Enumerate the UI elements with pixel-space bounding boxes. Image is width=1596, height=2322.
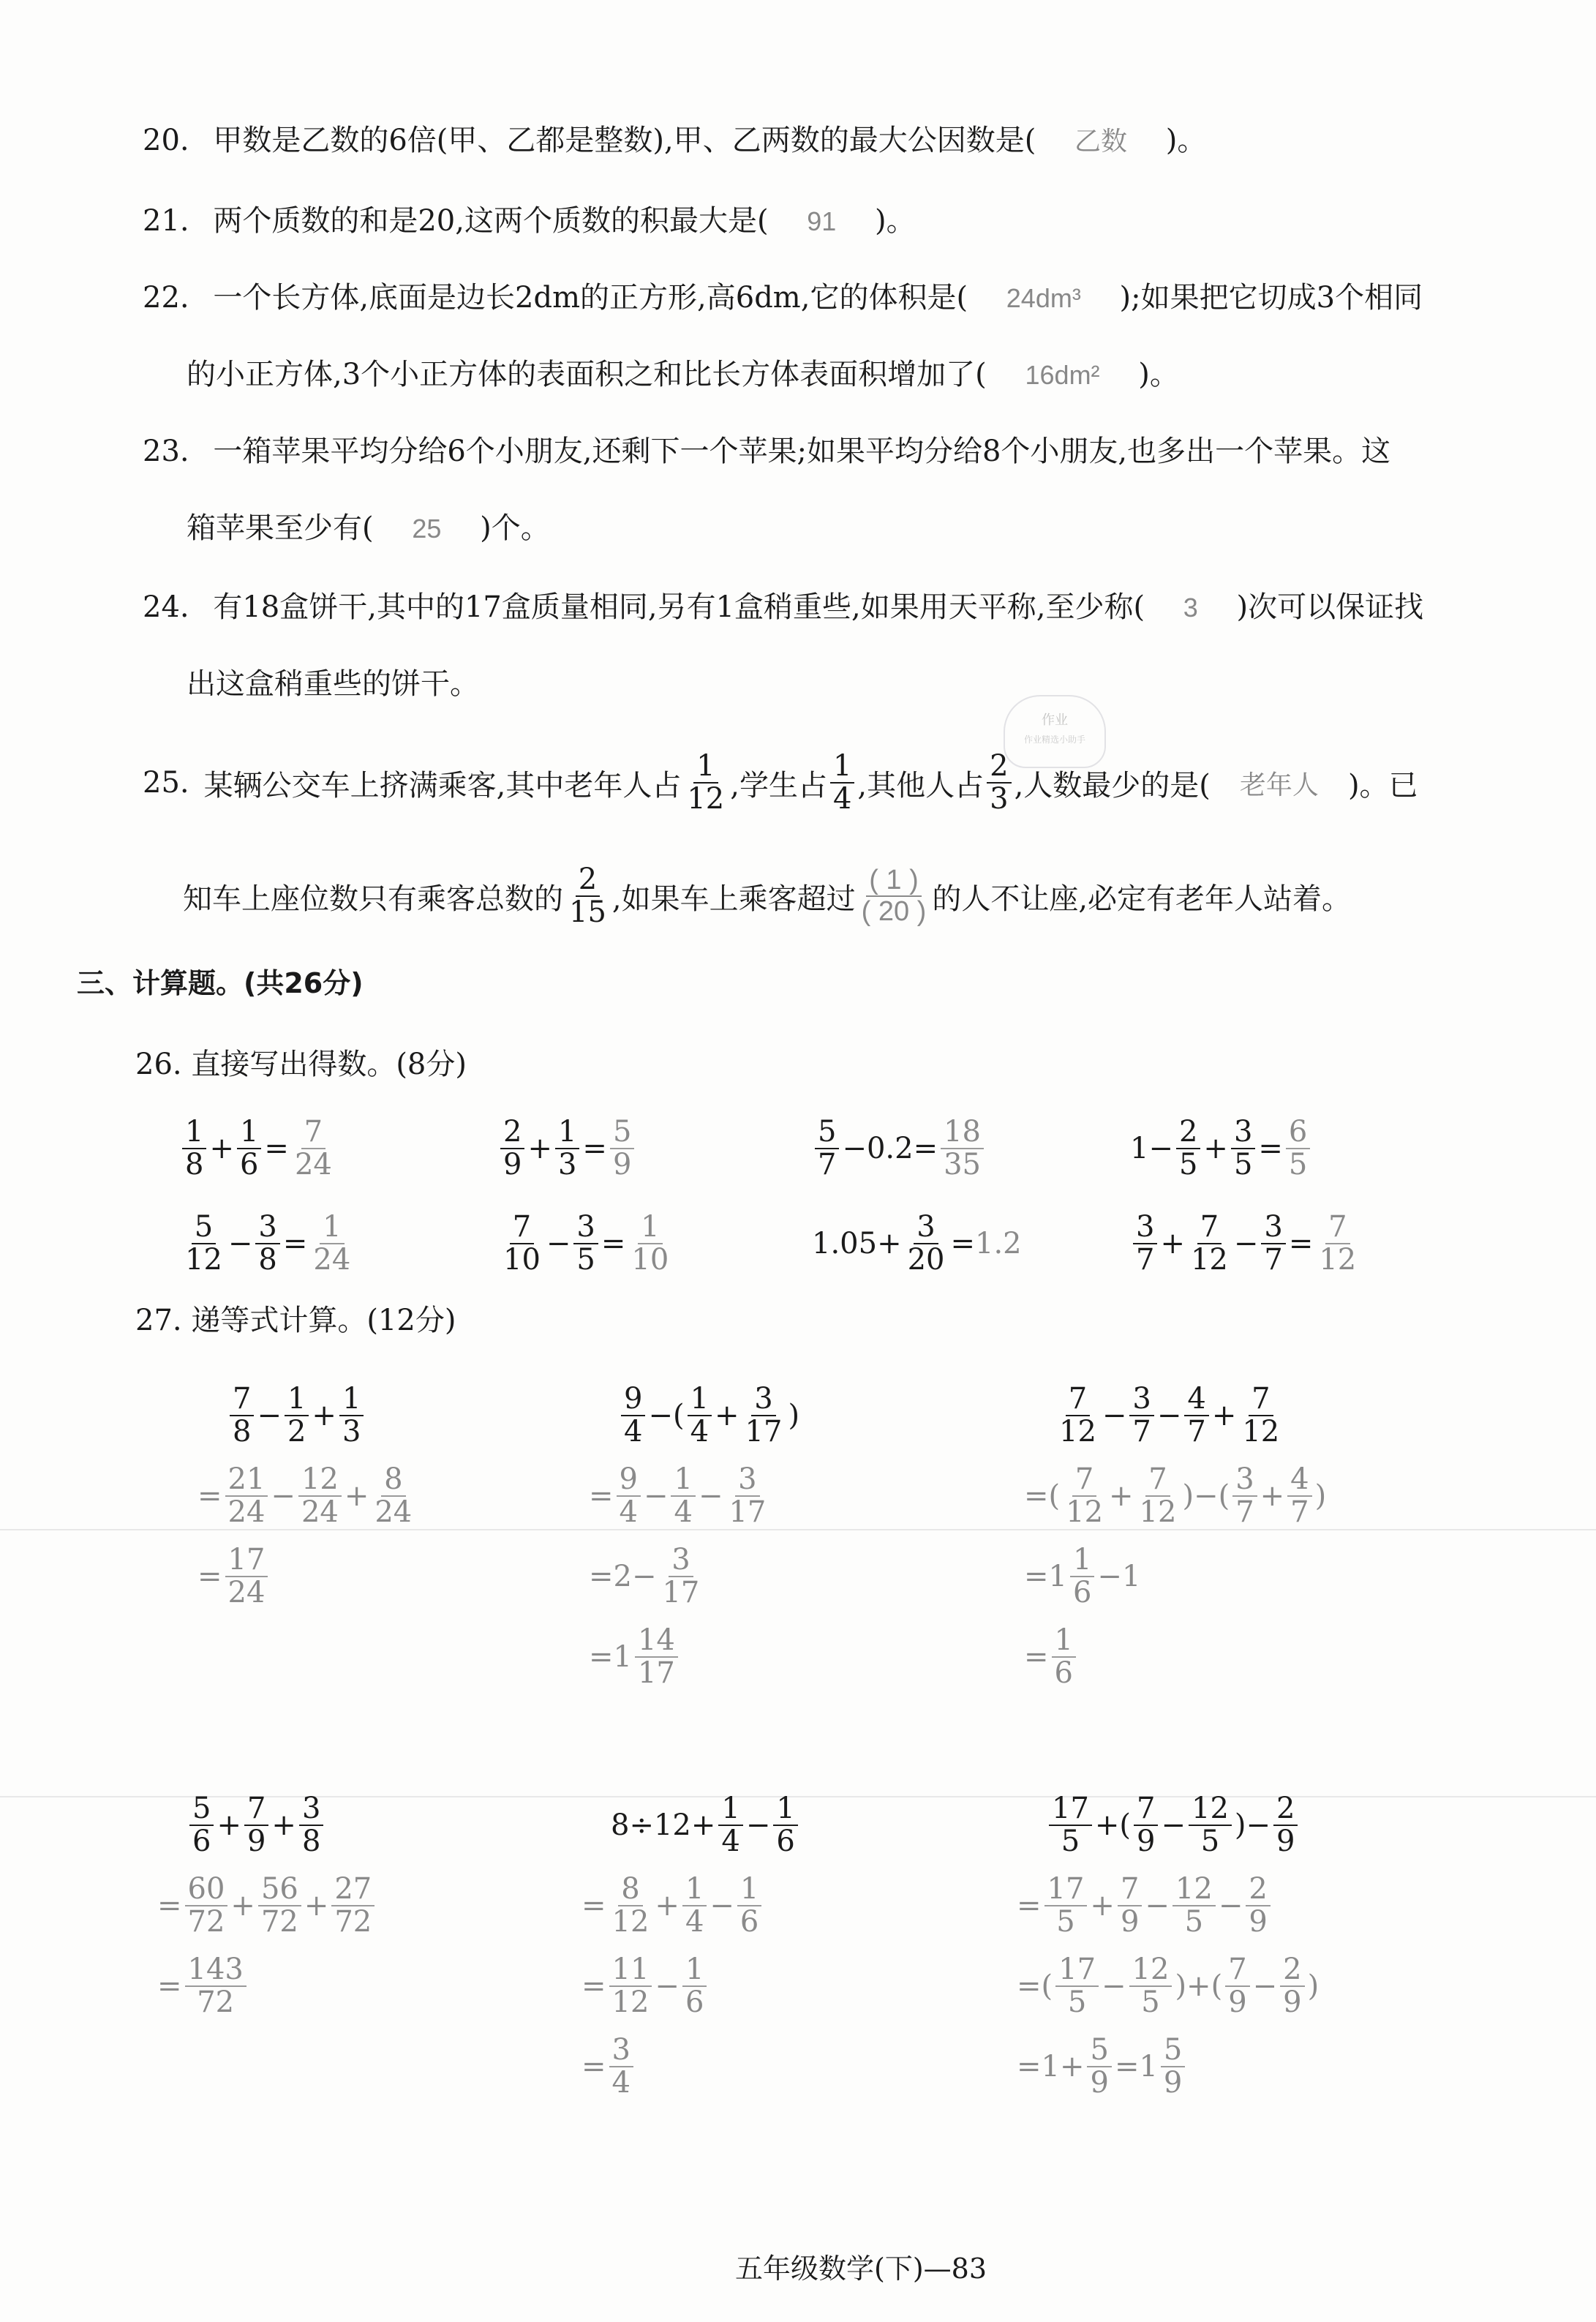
math-text: = xyxy=(582,1132,607,1165)
fraction: $\frac{18}{35}$ xyxy=(941,1116,984,1181)
math-text: − xyxy=(1218,1889,1243,1923)
fraction: $\frac{1}{4}$ xyxy=(682,1874,707,1938)
math-text: + xyxy=(1211,1399,1237,1432)
fraction: $\frac{1}{4}$ xyxy=(718,1793,742,1857)
q23-number: 23. xyxy=(143,435,189,468)
math-text: =1 xyxy=(1114,2050,1158,2084)
math-text: = xyxy=(157,1889,182,1923)
math-text: − xyxy=(1252,1969,1278,2003)
q27-title: 27. 递等式计算。(12分) xyxy=(135,1304,456,1337)
q25-text1: 某辆公交车上挤满乘客,其中老年人占 xyxy=(203,768,682,803)
q27-problem xyxy=(197,1375,418,1617)
q20-text-end: )。 xyxy=(1165,124,1207,157)
math-text: )+( xyxy=(1175,1969,1223,2003)
fraction: $\frac{56}{72}$ xyxy=(258,1874,301,1938)
fraction: $\frac{143}{72}$ xyxy=(185,1954,246,2018)
math-text: +( xyxy=(1094,1808,1132,1842)
q27-problem xyxy=(157,1785,377,2026)
fraction: $\frac{7}{12}$ xyxy=(1242,1381,1280,1449)
fraction: 7 12 xyxy=(1059,1381,1096,1449)
fraction: 7 9 xyxy=(1225,1954,1249,2018)
math-text: − xyxy=(271,1479,296,1513)
math-text: + xyxy=(1090,1889,1115,1923)
fraction-seats: 2 15 xyxy=(569,862,606,929)
math-text: + xyxy=(344,1479,369,1513)
fraction: 3 7 xyxy=(1232,1464,1257,1528)
math-text: + xyxy=(217,1808,241,1842)
q27-line xyxy=(1046,1785,1319,1866)
question-21 xyxy=(143,206,916,236)
math-text: )−( xyxy=(1182,1479,1230,1513)
q26-item xyxy=(497,1108,637,1189)
q25-answer-fraction[interactable]: ( 1 ) ( 20 ) xyxy=(861,864,927,927)
math-text: = xyxy=(950,1227,975,1260)
math-text: = xyxy=(581,1969,606,2003)
q26-item xyxy=(812,1203,1022,1284)
math-text: 1.05+ xyxy=(812,1227,902,1260)
q20-text: 甲数是乙数的6倍(甲、乙都是整数),甲、乙两数的最大公因数是( xyxy=(213,124,1036,157)
question-23 xyxy=(143,437,1390,466)
fraction: 5 12 xyxy=(185,1209,222,1277)
q25-answer-elderly[interactable]: 老年人 xyxy=(1239,769,1319,800)
fraction: $\frac{5}{9}$ xyxy=(1087,2034,1111,2099)
math-text: + xyxy=(1203,1132,1228,1165)
math-text: =2− xyxy=(589,1560,657,1593)
math-text: − xyxy=(655,1969,680,2003)
fraction: $\frac{11}{12}$ xyxy=(609,1954,652,2018)
fraction: $\frac{12}{5}$ xyxy=(1129,1954,1172,2018)
q21-answer[interactable]: 91 xyxy=(807,206,837,236)
question-24 xyxy=(143,590,1424,624)
fraction-students: 1 4 xyxy=(830,751,854,815)
math-text: =( xyxy=(1017,1969,1053,2003)
q27-line[interactable] xyxy=(581,2026,801,2107)
q26-answer[interactable] xyxy=(938,1116,987,1181)
q23-text: 一箱苹果平均分给6个小朋友,还剩下一个苹果;如果平均分给8个小朋友,也多出一个苹果。这 xyxy=(213,435,1391,468)
q26-answer[interactable] xyxy=(1313,1211,1362,1276)
q22-text-c: 的小正方体,3个小正方体的表面积之和比长方体表面积增加了( xyxy=(187,358,987,391)
q27-line[interactable] xyxy=(1017,1946,1319,2026)
q27-problem xyxy=(1024,1375,1327,1697)
q23-answer[interactable]: 25 xyxy=(412,514,442,544)
fraction: $\frac{1}{6}$ xyxy=(682,1954,707,2018)
math-text: − xyxy=(546,1227,571,1260)
math-text: )− xyxy=(1234,1808,1271,1842)
q26-answer[interactable] xyxy=(1283,1116,1313,1181)
q26-answer[interactable]: 1.2 xyxy=(975,1227,1022,1260)
q26-item xyxy=(1130,1108,1313,1189)
math-text: = xyxy=(581,1889,606,1923)
math-text: + xyxy=(230,1889,255,1923)
fraction: $\frac{27}{72}$ xyxy=(331,1874,374,1938)
q27-problem xyxy=(581,1785,801,2107)
fraction: $\frac{2}{9}$ xyxy=(1280,1954,1304,2018)
q20-answer[interactable]: 乙数 xyxy=(1074,126,1128,156)
q26-item xyxy=(497,1203,674,1284)
fraction: $\frac{1}{6}$ xyxy=(737,1874,761,1938)
fraction: 7 12 xyxy=(1066,1462,1104,1529)
math-text: = xyxy=(197,1560,222,1593)
fraction: $\frac{3}{8}$ xyxy=(255,1211,279,1276)
math-text: 1− xyxy=(1130,1132,1173,1165)
fraction: $\frac{3}{5}$ xyxy=(573,1211,598,1276)
fraction: $\frac{1}{6}$ xyxy=(773,1793,797,1857)
fraction: $\frac{9}{4}$ xyxy=(617,1464,641,1528)
q26-answer[interactable] xyxy=(625,1211,674,1276)
fraction: $\frac{3}{4}$ xyxy=(609,2034,633,2099)
fraction: 1 8 xyxy=(182,1116,206,1181)
math-text: − xyxy=(698,1479,723,1513)
fraction: $\frac{7}{24}$ xyxy=(294,1114,332,1181)
fraction: 5 7 xyxy=(815,1116,839,1181)
math-text: =( xyxy=(1024,1479,1061,1513)
q27-line[interactable] xyxy=(157,1866,377,1946)
math-text: −0.2= xyxy=(842,1132,938,1165)
math-text: = xyxy=(1258,1132,1283,1165)
q25-text6: 知车上座位数只有乘客总数的 xyxy=(183,882,563,916)
fraction: $\frac{2}{5}$ xyxy=(1176,1116,1200,1181)
q21-text-end: )。 xyxy=(875,204,916,238)
q26-item xyxy=(812,1108,987,1189)
fraction: $\frac{3}{8}$ xyxy=(299,1793,323,1857)
math-text: + xyxy=(209,1132,234,1165)
question-22-line2 xyxy=(187,360,1179,389)
math-text: + xyxy=(1260,1479,1285,1513)
q27-line[interactable] xyxy=(197,1536,418,1617)
q27-line[interactable] xyxy=(1024,1456,1326,1536)
fraction-others: 2 3 xyxy=(987,751,1011,815)
fraction: $\frac{1}{4}$ xyxy=(671,1464,695,1528)
math-text: − xyxy=(1161,1808,1186,1842)
fraction: $\frac{3}{17}$ xyxy=(729,1462,767,1529)
math-text: = xyxy=(197,1479,222,1513)
fraction: $\frac{4}{7}$ xyxy=(1184,1383,1208,1448)
math-text: =1+ xyxy=(1017,2050,1085,2084)
fraction: 3 7 xyxy=(1133,1211,1157,1276)
math-text: − xyxy=(1233,1227,1259,1260)
q27-line[interactable] xyxy=(581,1946,801,2026)
fraction: 1 6 xyxy=(1070,1544,1094,1609)
q23-text-b: 箱苹果至少有( xyxy=(187,511,374,545)
stamp-top-text: 作业 xyxy=(1042,713,1068,728)
q22-text-b: );如果把它切成3个相同 xyxy=(1119,281,1423,315)
math-text: ) xyxy=(1307,1969,1320,2003)
page-footer: 五年级数学(下)—83 xyxy=(735,2253,987,2285)
fraction: $\frac{3}{17}$ xyxy=(662,1542,700,1609)
fraction: $\frac{2}{9}$ xyxy=(1246,1874,1270,1938)
q27-problem xyxy=(1017,1785,1320,2107)
fraction: $\frac{3}{7}$ xyxy=(1129,1383,1153,1448)
math-text: − xyxy=(1102,1969,1126,2003)
fraction: $\frac{8}{24}$ xyxy=(374,1462,413,1529)
math-text: = xyxy=(1024,1640,1049,1674)
math-text: − xyxy=(1102,1399,1127,1432)
q27-line[interactable] xyxy=(581,1866,801,1946)
fraction: $\frac{1}{10}$ xyxy=(631,1209,669,1277)
fraction: $\frac{3}{7}$ xyxy=(1261,1211,1285,1276)
section-3-title: 三、计算题。(共26分) xyxy=(77,967,364,999)
q27-line[interactable] xyxy=(589,1617,799,1697)
q27-line[interactable] xyxy=(589,1536,799,1617)
q24-number: 24. xyxy=(143,590,189,624)
math-text: − xyxy=(709,1889,734,1923)
fraction: 2 9 xyxy=(500,1116,524,1181)
math-text: + xyxy=(312,1399,336,1432)
fraction: $\frac{1}{24}$ xyxy=(313,1209,351,1277)
q26-item xyxy=(179,1108,338,1189)
fraction: $\frac{3}{20}$ xyxy=(907,1209,945,1277)
q27-problem xyxy=(589,1375,800,1697)
q24-answer[interactable]: 3 xyxy=(1183,593,1198,623)
q26-answer[interactable] xyxy=(307,1211,356,1276)
math-text: =1 xyxy=(589,1640,632,1674)
fraction: 9 4 xyxy=(621,1383,645,1448)
fraction: $\frac{2}{9}$ xyxy=(1273,1793,1298,1857)
math-text: − xyxy=(227,1227,253,1260)
q25-number: 25. xyxy=(143,766,189,800)
math-text: = xyxy=(157,1969,182,2003)
question-22 xyxy=(143,281,1423,315)
fraction: 7 9 xyxy=(1134,1793,1158,1857)
math-text: + xyxy=(527,1132,552,1165)
fraction: $\frac{1}{3}$ xyxy=(339,1383,364,1448)
math-text: ) xyxy=(788,1399,800,1432)
math-text: = xyxy=(1288,1227,1314,1260)
math-text: = xyxy=(282,1227,308,1260)
q25-text3: ,其他人占 xyxy=(857,768,985,803)
math-text: 8÷12+ xyxy=(611,1808,716,1842)
q27-line[interactable] xyxy=(157,1946,377,2026)
q27-line xyxy=(618,1375,799,1456)
stamp-bottom-text: 作业精选小助手 xyxy=(1023,734,1085,745)
math-text: ) xyxy=(1314,1479,1327,1513)
math-text: + xyxy=(1109,1479,1134,1513)
math-text: −( xyxy=(648,1399,685,1432)
math-text: = xyxy=(589,1479,614,1513)
math-text: − xyxy=(1145,1889,1170,1923)
fraction: 5 6 xyxy=(189,1793,214,1857)
fraction: 5 9 xyxy=(1161,2034,1185,2099)
math-text: = xyxy=(1017,1889,1042,1923)
q24-text-b: )次可以保证找 xyxy=(1236,590,1424,624)
question-25 xyxy=(143,743,1418,823)
fraction: $\frac{17}{5}$ xyxy=(1044,1874,1088,1938)
question-23-line2 xyxy=(187,511,550,545)
fraction: $\frac{12}{5}$ xyxy=(1189,1793,1232,1857)
math-text: + xyxy=(1160,1227,1185,1260)
math-text: = xyxy=(264,1132,289,1165)
question-20 xyxy=(143,126,1206,155)
fraction: $\frac{7}{9}$ xyxy=(244,1793,268,1857)
fraction: $\frac{3}{17}$ xyxy=(745,1381,783,1449)
fraction: $\frac{12}{5}$ xyxy=(1172,1874,1216,1938)
q27-line[interactable] xyxy=(589,1456,799,1536)
math-text: − xyxy=(1156,1399,1182,1432)
math-text: − xyxy=(745,1808,771,1842)
fraction: $\frac{17}{24}$ xyxy=(225,1544,268,1609)
fraction-elderly: 1 12 xyxy=(687,748,725,816)
math-text: + xyxy=(655,1889,680,1923)
q24-text-c: 出这盒稍重些的饼干。 xyxy=(187,667,479,701)
q22-text: 一个长方体,底面是边长2dm的正方形,高6dm,它的体积是( xyxy=(213,281,968,315)
q26-item xyxy=(1130,1203,1362,1284)
q27-line[interactable] xyxy=(1024,1617,1326,1697)
math-text: + xyxy=(715,1399,739,1432)
fraction: $\frac{4}{7}$ xyxy=(1287,1464,1311,1528)
fraction: 7 10 xyxy=(503,1209,541,1277)
math-text: = xyxy=(601,1227,626,1260)
fraction: $\frac{3}{5}$ xyxy=(1231,1116,1255,1181)
q25-text5: )。已 xyxy=(1347,768,1418,803)
fraction: 17 5 xyxy=(1049,1793,1092,1857)
fraction: $\frac{5}{9}$ xyxy=(610,1116,634,1181)
q23-text-c: )个。 xyxy=(480,511,550,545)
fraction: $\frac{7}{12}$ xyxy=(1139,1462,1177,1529)
fraction: $\frac{6}{5}$ xyxy=(1286,1116,1310,1181)
q27-line[interactable] xyxy=(1017,1866,1319,1946)
q26-answer[interactable] xyxy=(289,1116,338,1181)
fraction: 14 17 xyxy=(635,1625,678,1689)
fraction: $\frac{7}{9}$ xyxy=(1118,1874,1142,1938)
fraction: $\frac{1}{3}$ xyxy=(555,1116,579,1181)
fraction: $\frac{1}{2}$ xyxy=(285,1383,309,1448)
math-text: − xyxy=(643,1479,669,1513)
q22-answer-volume[interactable]: 24dm³ xyxy=(1006,283,1081,313)
q27-line xyxy=(1053,1375,1326,1456)
q26-title: 26. 直接写出得数。(8分) xyxy=(135,1048,467,1081)
fraction: $\frac{60}{72}$ xyxy=(185,1874,228,1938)
q27-line xyxy=(227,1375,418,1456)
fraction: 17 5 xyxy=(1055,1954,1099,2018)
q27-line xyxy=(187,1785,377,1866)
q21-number: 21. xyxy=(143,204,189,238)
q27-line[interactable] xyxy=(1024,1536,1326,1617)
fraction: $\frac{1}{6}$ xyxy=(1052,1625,1076,1689)
fraction: $\frac{8}{12}$ xyxy=(611,1871,650,1939)
q27-line xyxy=(611,1785,801,1866)
math-text: =1 xyxy=(1024,1560,1067,1593)
math-text: + xyxy=(304,1889,329,1923)
math-text: −1 xyxy=(1097,1560,1141,1593)
fraction: $\frac{7}{12}$ xyxy=(1319,1209,1357,1277)
question-25-line2 xyxy=(183,856,1351,936)
q25-text7: ,如果车上乘客超过 xyxy=(611,882,856,916)
fraction: $\frac{12}{24}$ xyxy=(298,1464,342,1528)
q21-text: 两个质数的和是20,这两个质数的积最大是( xyxy=(213,204,769,238)
q26-answer[interactable] xyxy=(607,1116,637,1181)
q20-number: 20. xyxy=(143,124,189,157)
q27-line[interactable] xyxy=(197,1456,418,1536)
fraction: 1 4 xyxy=(688,1383,712,1448)
fraction: $\frac{7}{12}$ xyxy=(1190,1209,1228,1277)
q22-text-d: )。 xyxy=(1138,358,1179,391)
q22-answer-area[interactable]: 16dm² xyxy=(1025,360,1100,390)
q26-item xyxy=(179,1203,356,1284)
q25-text4: ,人数最少的是( xyxy=(1014,768,1211,803)
q27-line[interactable] xyxy=(1017,2026,1319,2107)
fraction: $\frac{1}{6}$ xyxy=(237,1116,261,1181)
q25-text2: ,学生占 xyxy=(730,768,827,803)
math-text: = xyxy=(581,2050,606,2084)
q24-text: 有18盒饼干,其中的17盒质量相同,另有1盒稍重些,如果用天平称,至少称( xyxy=(213,590,1145,624)
math-text: + xyxy=(271,1808,296,1842)
q22-number: 22. xyxy=(143,281,189,315)
q25-text8: 的人不让座,必定有老年人站着。 xyxy=(932,882,1352,916)
fraction: $\frac{21}{24}$ xyxy=(225,1464,268,1528)
fraction: 7 8 xyxy=(230,1383,254,1448)
question-24-line2 xyxy=(187,669,479,699)
math-text: − xyxy=(257,1399,282,1432)
